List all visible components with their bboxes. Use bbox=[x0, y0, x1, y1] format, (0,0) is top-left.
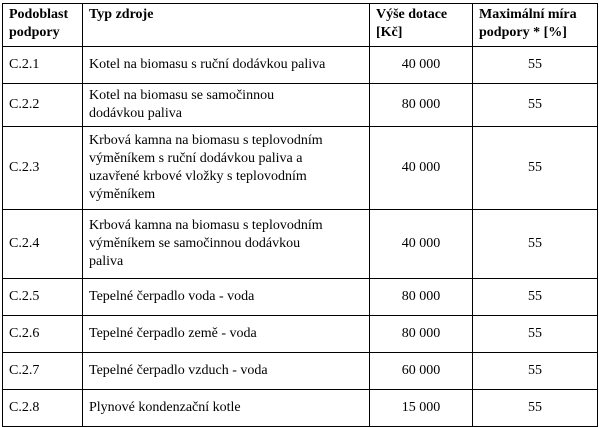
row-type-line: výměníkem bbox=[89, 187, 156, 202]
row-amount: 40 000 bbox=[370, 127, 473, 210]
row-type-line: Tepelné čerpadlo voda - voda bbox=[89, 289, 255, 304]
row-type bbox=[83, 47, 370, 84]
row-type bbox=[83, 127, 370, 210]
row-amount: 60 000 bbox=[370, 353, 473, 390]
row-type bbox=[83, 84, 370, 127]
row-amount: 40 000 bbox=[370, 47, 473, 84]
row-type-line: Krbová kamna na biomasu s teplovodním bbox=[89, 218, 323, 233]
row-rate: 55 bbox=[473, 279, 598, 316]
row-amount: 80 000 bbox=[370, 316, 473, 353]
row-amount: 80 000 bbox=[370, 84, 473, 127]
row-type-line: výměníkem se samočinnou dodávkou bbox=[89, 236, 301, 251]
row-code: C.2.2 bbox=[3, 84, 83, 127]
header-subsidy-amount bbox=[370, 4, 473, 47]
header-source-type-label: Typ zdroje bbox=[89, 7, 154, 22]
row-type-line: Tepelné čerpadlo vzduch - voda bbox=[89, 363, 268, 378]
header-subsidy-amount-line2: [Kč] bbox=[376, 25, 403, 40]
row-rate: 55 bbox=[473, 210, 598, 279]
header-max-support-rate bbox=[473, 4, 598, 47]
row-amount: 15 000 bbox=[370, 390, 473, 427]
table-row bbox=[3, 84, 598, 127]
row-rate: 55 bbox=[473, 47, 598, 84]
row-code: C.2.6 bbox=[3, 316, 83, 353]
row-type-line: Kotel na biomasu se samočinnou bbox=[89, 88, 275, 103]
header-subsidy-amount-line1: Výše dotace bbox=[376, 7, 448, 22]
header-source-type bbox=[83, 4, 370, 47]
row-amount: 80 000 bbox=[370, 279, 473, 316]
support-table bbox=[2, 3, 598, 427]
row-type-line: paliva bbox=[89, 254, 124, 269]
row-rate: 55 bbox=[473, 353, 598, 390]
table-row bbox=[3, 279, 598, 316]
table-row bbox=[3, 127, 598, 210]
row-code: C.2.4 bbox=[3, 210, 83, 279]
row-type-line: Krbová kamna na biomasu s teplovodním bbox=[89, 133, 323, 148]
table-row bbox=[3, 353, 598, 390]
row-code: C.2.8 bbox=[3, 390, 83, 427]
table-header-row bbox=[3, 4, 598, 47]
row-type bbox=[83, 210, 370, 279]
row-type bbox=[83, 353, 370, 390]
table-row bbox=[3, 390, 598, 427]
row-type-line: Tepelné čerpadlo země - voda bbox=[89, 326, 257, 341]
row-code: C.2.5 bbox=[3, 279, 83, 316]
row-rate: 55 bbox=[473, 84, 598, 127]
table-row bbox=[3, 316, 598, 353]
row-code: C.2.1 bbox=[3, 47, 83, 84]
row-type bbox=[83, 279, 370, 316]
row-type bbox=[83, 316, 370, 353]
header-subarea bbox=[3, 4, 83, 47]
row-type-line: uzavřené krbové vložky s teplovodním bbox=[89, 169, 307, 184]
table-row bbox=[3, 47, 598, 84]
row-type-line: Kotel na biomasu s ruční dodávkou paliva bbox=[89, 57, 326, 72]
row-type bbox=[83, 390, 370, 427]
row-rate: 55 bbox=[473, 390, 598, 427]
row-rate: 55 bbox=[473, 127, 598, 210]
row-amount: 40 000 bbox=[370, 210, 473, 279]
row-type-line: dodávkou paliva bbox=[89, 106, 182, 121]
header-max-support-rate-line1: Maximální míra bbox=[479, 7, 577, 22]
row-code: C.2.3 bbox=[3, 127, 83, 210]
row-type-line: výměníkem s ruční dodávkou paliva a bbox=[89, 151, 303, 166]
row-rate: 55 bbox=[473, 316, 598, 353]
row-type-line: Plynové kondenzační kotle bbox=[89, 400, 241, 415]
header-subarea-line2: podpory bbox=[9, 25, 60, 40]
header-max-support-rate-line2: podpory * [%] bbox=[479, 25, 567, 40]
table-row bbox=[3, 210, 598, 279]
row-code: C.2.7 bbox=[3, 353, 83, 390]
header-subarea-line1: Podoblast bbox=[9, 7, 69, 22]
